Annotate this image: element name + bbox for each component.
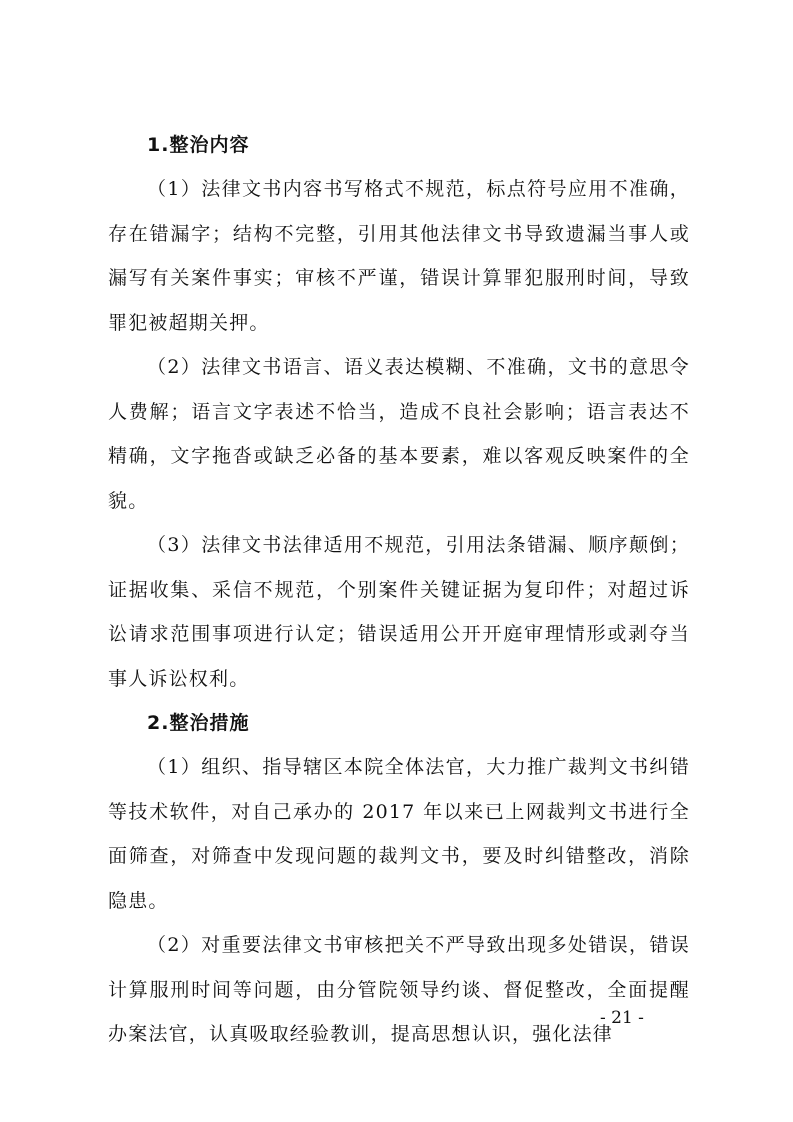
section-heading-content: 1.整治内容 [147,134,250,156]
paragraph-measures-2: （2）对重要法律文书审核把关不严导致出现多处错误，错误计算服刑时间等问题，由分管院领导约谈、督促整改，全面提醒办案法官，认真吸取经验教训，提高思想认识，强化法律 [108,934,690,1045]
section-heading-measures: 2.整治措施 [147,712,250,734]
paragraph-content-3: （3）法律文书法律适用不规范，引用法条错漏、顺序颠倒；证据收集、采信不规范，个别案件关键证据为复印件；对超过诉讼请求范围事项进行认定；错误适用公开开庭审理情形或剥夺当事人诉讼权利。 [108,534,690,690]
page-number: - 21 - [600,1008,644,1028]
page-content [108,123,690,1057]
paragraph-measures-1: （1）组织、指导辖区本院全体法官，大力推广裁判文书纠错等技术软件，对自己承办的 2017 年以来已上网裁判文书进行全面筛查，对筛查中发现问题的裁判文书，要及时纠错整改，消除隐患。 [108,756,690,912]
paragraph-content-1: （1）法律文书内容书写格式不规范，标点符号应用不准确，存在错漏字；结构不完整，引用其他法律文书导致遗漏当事人或漏写有关案件事实；审核不严谨，错误计算罪犯服刑时间，导致罪犯被超期关押。 [108,178,690,334]
paragraph-content-2: （2）法律文书语言、语义表达模糊、不准确，文书的意思令人费解；语言文字表述不恰当，造成不良社会影响；语言表达不精确，文字拖沓或缺乏必备的基本要素，难以客观反映案件的全貌。 [108,356,690,512]
